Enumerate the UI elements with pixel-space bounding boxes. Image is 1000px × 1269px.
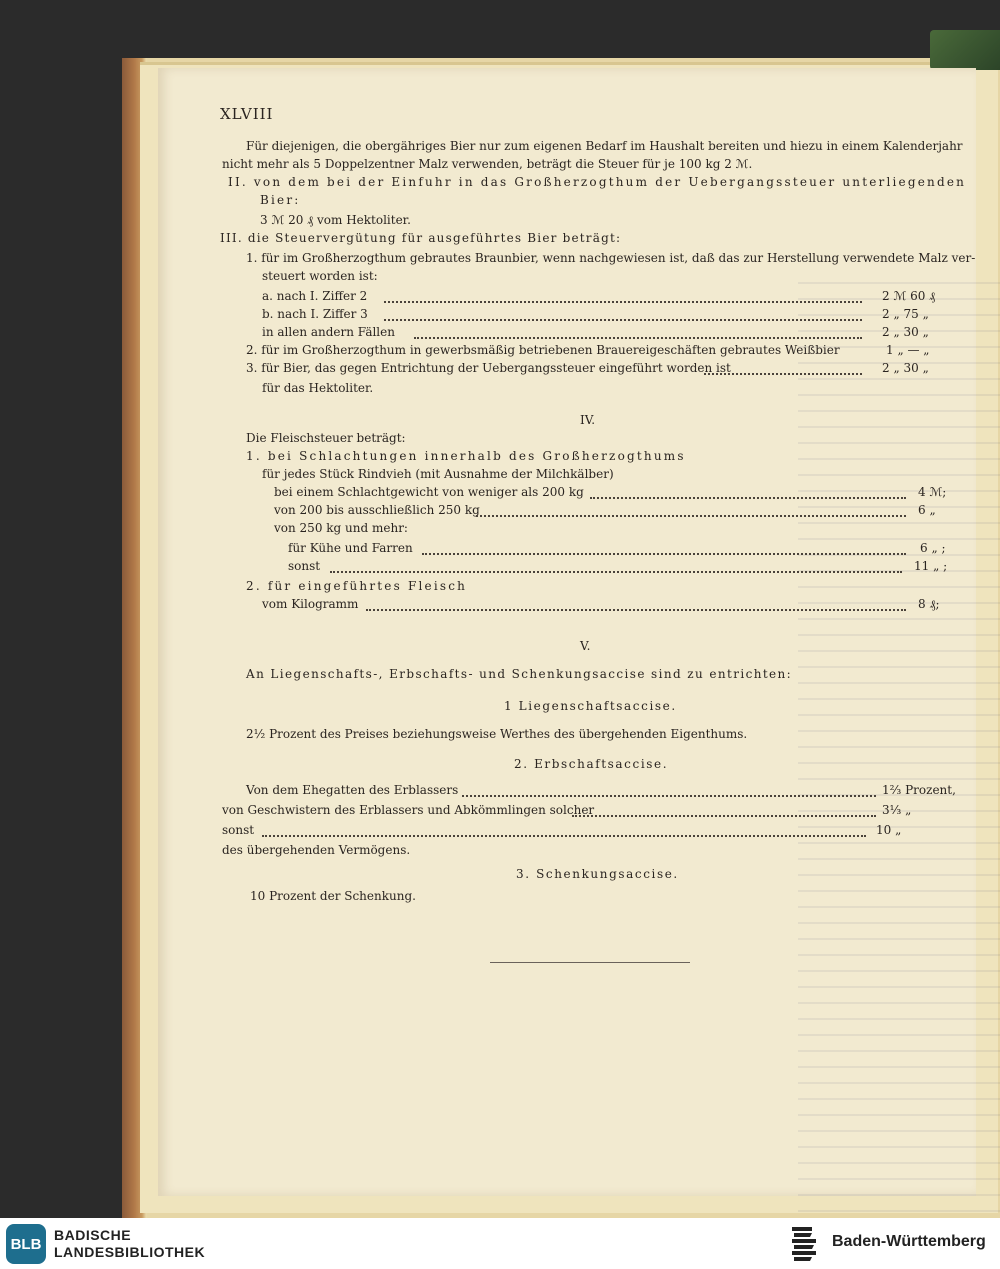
bleed-through [798,268,1000,1248]
sec5-sub2: 2. Erbschaftsaccise. [514,757,669,771]
sec2-line-1: II. von dem bei der Einfuhr in das Großherzogthum der Uebergangssteuer unterliegenden [228,175,967,189]
library-name-line1: BADISCHE [54,1227,132,1243]
baden-wuerttemberg-lion-icon[interactable] [790,1225,822,1263]
sec2-line-3: 3 ℳ 20 ₰ vom Hektoliter. [260,213,411,227]
book-cover-corner [930,30,1000,70]
sec4-item1-line1: 1. bei Schlachtungen innerhalb des Großherzogthums [246,449,686,463]
sec3-item1-line1: 1. für im Großherzogthum gebrautes Braunbier, wenn nachgewiesen ist, daß das zur Herstellung verwendete Malz ver- [246,251,976,265]
blb-logo-icon[interactable]: BLB [6,1224,46,1264]
sec5-e3-label: sonst [222,823,255,837]
sec4-item2-line1: 2. für eingeführtes Fleisch [246,579,468,593]
sec4-r1-label: bei einem Schlachtgewicht von weniger als 200 kg [274,485,584,499]
leader-dots [704,372,862,375]
sec5-sub1-text: 2½ Prozent des Preises beziehungsweise Werthes des übergehenden Eigenthums. [246,727,748,741]
sec4-r3-label: von 250 kg und mehr: [274,521,408,535]
sec2-line-2: Bier: [260,193,301,207]
sec5-e2-label: von Geschwistern des Erblassers und Abkömmlingen solcher [222,803,595,817]
sec5-e3-value: 10 „ [876,823,902,837]
sec3-item2-value: 1 „ — „ [886,343,930,357]
sec5-title: V. [580,639,591,653]
sec4-r4-label: für Kühe und Farren [288,541,413,555]
sec4-r5-value: 11 „ ; [914,559,948,573]
leader-dots [414,336,862,339]
sec5-sub3: 3. Schenkungsaccise. [516,867,679,881]
leader-dots [262,834,866,837]
sec5-e2-value: 3⅓ „ [882,803,912,817]
sec5-e4: des übergehenden Vermögens. [222,843,411,857]
sec3-item3-value: 2 „ 30 „ [882,361,929,375]
sec3-b-value: 2 „ 75 „ [882,307,929,321]
sec3-heading: III. die Steuervergütung für ausgeführtes Bier beträgt: [220,231,622,245]
sec3-item1-line2: steuert worden ist: [262,269,378,283]
sec3-c-value: 2 „ 30 „ [882,325,929,339]
sec5-e1-label: Von dem Ehegatten des Erblassers [246,783,459,797]
sec4-item2-label: vom Kilogramm [262,597,359,611]
sec4-r2-label: von 200 bis ausschließlich 250 kg [274,503,480,517]
leader-dots [330,570,902,573]
leader-dots [384,318,862,321]
sec3-item2-label: 2. für im Großherzogthum in gewerbsmäßig betriebenen Brauereigeschäften gebrautes Weißbier [246,343,840,357]
sec3-footer: für das Hektoliter. [262,381,374,395]
leader-dots [422,552,906,555]
sec4-title: IV. [580,413,596,427]
leader-dots [366,608,906,611]
sec4-r4-value: 6 „ ; [920,541,946,555]
sec4-r5-label: sonst [288,559,321,573]
sec4-intro: Die Fleischsteuer beträgt: [246,431,406,445]
sec5-sub3-text: 10 Prozent der Schenkung. [250,889,416,903]
intro-line-1: Für diejenigen, die obergähriges Bier nur zum eigenen Bedarf im Haushalt bereiten und hiezu in einem Kalenderjahr [246,139,963,153]
sec3-b-label: b. nach I. Ziffer 3 [262,307,368,321]
sec3-c-label: in allen andern Fällen [262,325,395,339]
leader-dots [590,496,906,499]
footer-bar [0,1218,1000,1269]
sec4-item2-value: 8 ₰; [918,597,940,611]
sec5-e1-value: 1⅔ Prozent, [882,783,956,797]
library-name-line2: LANDESBIBLIOTHEK [54,1244,206,1260]
state-name: Baden-Württemberg [832,1233,986,1250]
intro-line-2: nicht mehr als 5 Doppelzentner Malz verwenden, beträgt die Steuer für je 100 kg 2 ℳ. [222,157,753,171]
sec5-intro: An Liegenschafts-, Erbschafts- und Schenkungsaccise sind zu entrichten: [246,667,793,681]
sec5-sub1: 1 Liegenschaftsaccise. [504,699,677,713]
leader-dots [462,794,876,797]
page-number: XLVIII [220,105,274,123]
closing-rule [490,962,690,963]
sec3-a-label: a. nach I. Ziffer 2 [262,289,368,303]
book-page [158,68,976,1196]
leader-dots [476,514,906,517]
sec3-a-value: 2 ℳ 60 ₰ [882,289,936,303]
leader-dots [384,300,862,303]
sec3-item3-label: 3. für Bier, das gegen Entrichtung der Uebergangssteuer eingeführt worden ist [246,361,731,375]
sec4-item1-line2: für jedes Stück Rindvieh (mit Ausnahme der Milchkälber) [262,467,614,481]
leader-dots [572,814,876,817]
sec4-r2-value: 6 „ [918,503,936,517]
sec4-r1-value: 4 ℳ; [918,485,947,499]
